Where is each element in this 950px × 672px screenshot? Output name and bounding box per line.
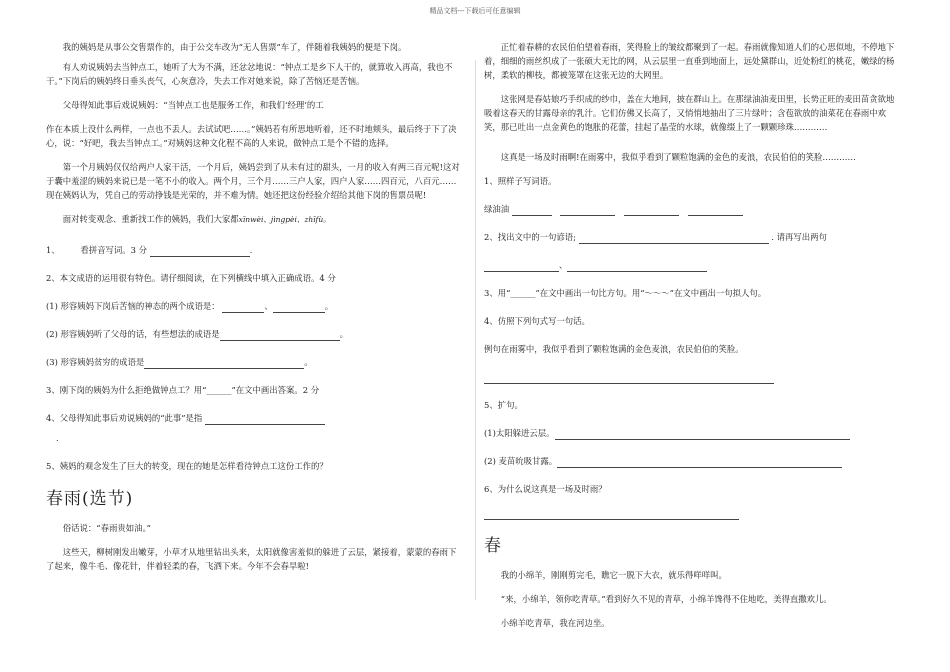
spring-paragraph-2: “来，小绵羊，领你吃青草。”看到好久不见的青草，小绵羊馋得不住地吃，美得直撒欢儿。 <box>500 594 832 604</box>
question-5: 5、姨妈的观念发生了巨大的转变，现在的她是怎样看待钟点工这份工作的？ <box>46 461 328 471</box>
right-question-6-answer <box>484 506 902 520</box>
question-2-2-text: (2) 形容姨妈听了父母的话，有些想法的成语是 <box>46 329 220 339</box>
right-question-5: 5、扩句。 <box>484 400 523 410</box>
left-paragraph-1: 我的姨妈是从事公交售票作的，由于公交车改为“无人售票”车了，伴随着我姨妈的便是下岗。 <box>62 42 407 52</box>
question-4 <box>46 411 464 425</box>
right-question-2 <box>484 230 902 244</box>
page-header: 精品文档---下载后可任意编辑 <box>429 7 521 15</box>
question-3: 3、刚下岗的姨妈为什么拒绝做钟点工？用“______”在文中画出答案。2 分 <box>46 385 320 395</box>
left-paragraph-4: 第一个月姨妈仅仅给两户人家干活，一个月后，姨妈尝到了从未有过的甜头，一月的收入有两三百元呢!这对于囊中羞涩的姨妈来说已是一笔不小的收入。两个月，三个月……三户人家，四户人家……四百元，八百元……现在姨妈认为，凭自己的劳动挣钱是光荣的，并不难为情。她还把这份经验介绍给其他下岗的售票员呢! <box>46 162 460 200</box>
right-question-4-example: 例句在雨雾中，我似乎看到了颗粒饱满的金色麦浪，农民伯伯的笑脸。 <box>484 344 744 354</box>
word-blank-1[interactable] <box>512 206 552 216</box>
section-title-chun: 春 <box>484 536 502 556</box>
paragraph-5-text: 面对转变观念、重新找工作的姨妈，我们大家都 <box>62 214 239 224</box>
word-blank-2[interactable] <box>560 206 615 216</box>
question-2-1-blank-a[interactable] <box>222 303 264 313</box>
question-2-3-text: (3) 形容姨妈贫穷的成语是 <box>46 357 145 367</box>
question-2-1: (1) 形容姨妈下岗后苦恼的神态的两个成语是： 、 。 <box>46 301 334 311</box>
q5-1-text: (1)太阳躲进云层。 <box>484 428 555 438</box>
example-word: 绿油油 <box>484 204 510 214</box>
question-2-text-b: . 请再写出两句 <box>771 232 827 242</box>
left-paragraph-3b: 作在本质上没什么两样，一点也不丢人。去试试吧……。”姨妈若有所思地听着，还不时地颊头，最后终于下了决心，说：“好吧，我去当钟点工。”对姨妈这种文化程不高的人来说，做钟点工是个不错的选择。 <box>46 124 457 148</box>
right-question-2-blanks <box>484 258 902 272</box>
right-question-1-example <box>484 202 902 216</box>
q5-2-text: (2) 麦苗吮吸甘露。 <box>484 456 558 466</box>
word-blank-3[interactable] <box>624 206 679 216</box>
question-1-answer-blank[interactable] <box>150 247 250 257</box>
column-divider <box>475 60 476 600</box>
proverb-blank-3[interactable] <box>567 262 707 272</box>
question-1-number: 1、 <box>46 245 60 255</box>
left-paragraph-2: 有人劝说姨妈去当钟点工，她听了大为不满，还忿忿地说：“钟点工是乡下人干的，就算收入再高，我也不干。”下岗后的姨妈终日垂头丧气，心灰意冷，失去工作对她来说，除了苦恼还是苦恼。 <box>46 62 453 86</box>
right-paragraph-2: 这张网是春姑娘巧手织成的纱巾，盖在大地间，披在群山上。在那绿油油麦田里，长势正旺的麦田苗贪欲地吸着这春天的甘露母亲的乳汁。它们仿佛又长高了，又悄悄地抽出了三片绿叶；含苞欲放的油菜花在春雨中欢笑，那已吐出一点金黄色的饱胀的花蕾，挂起了晶莹的水球，就像缀上了一颗颗珍珠………… <box>484 94 895 132</box>
question-2-2: (2) 形容姨妈听了父母的话，有些想法的成语是 。 <box>46 329 349 339</box>
q6-answer-blank[interactable] <box>484 510 739 520</box>
right-paragraph-1: 正忙着春耕的农民伯伯望着春雨，笑得脸上的皱纹都聚到了一起。春雨就像知道人们的心思似地，不停地下着，细细的雨丝织成了一张硕大无比的网，从云层里一直垂到地面上，远处黛群山，近处粉红的桃花，嫩绿的杨树，柔软的柳枝，都被笼罩在这张无边的大网里。 <box>484 42 895 80</box>
right-question-6: 6、为什么说这真是一场及时雨？ <box>484 484 607 494</box>
spring-rain-paragraph-1: 这些天，柳树刚发出嫩芽，小草才从地里钻出头来，太阳就像害羞似的躲进了云层，紧接着，蒙蒙的春雨下了起来，像牛毛、像花针，伴着轻柔的春，飞洒下来。今年不会春旱啦! <box>46 547 457 571</box>
spring-paragraph-3: 小绵羊吃青草，我在河边坐。 <box>500 618 610 628</box>
right-question-3: 3、用“______”在文中画出一句比方句。用“～～～”在文中画出一句拟人句。 <box>484 288 767 298</box>
question-2: 2、本文成语的运用很有特色。请仔细阅读，在下列横线中填入正确成语。4 分 <box>46 273 336 283</box>
left-paragraph-3a: 父母得知此事后戏说姨妈：“当钟点工也是服务工作，和我们‘经理’的工 <box>62 100 324 110</box>
separator: 、 <box>559 260 568 270</box>
right-question-1: 1、照样子写词语。 <box>484 176 557 186</box>
paragraph-5-pinyin: xīnwèi、jìngpèi、zhīfù。 <box>238 215 331 224</box>
section-title-chunyu: 春雨(选节) <box>46 489 134 509</box>
question-2-3-blank[interactable] <box>144 359 304 369</box>
q5-1-blank[interactable] <box>555 430 850 440</box>
question-2-2-blank[interactable] <box>220 331 340 341</box>
question-1: 1、 看拼音写词。3 分 . <box>46 245 253 255</box>
left-paragraph-5 <box>46 212 464 227</box>
right-question-4: 4、仿照下列句式写一句话。 <box>484 316 590 326</box>
question-2-3: (3) 形容姨妈贫穷的成语是 。 <box>46 357 313 367</box>
right-question-5-2 <box>484 454 902 468</box>
question-4-dot: . <box>56 433 59 443</box>
left-column <box>46 40 464 579</box>
word-blank-4[interactable] <box>688 206 743 216</box>
right-column <box>484 40 902 636</box>
question-4-blank[interactable] <box>205 415 325 425</box>
question-4-text: 4、父母得知此事后劝说姨妈的“此事”是指 <box>46 413 203 423</box>
right-question-5-1 <box>484 426 902 440</box>
q5-2-blank[interactable] <box>557 458 842 468</box>
question-1-text: 看拼音写词。3 分 <box>80 245 148 255</box>
question-2-text-a: 2、找出文中的一句谚语; <box>484 232 576 242</box>
question-2-1-text: (1) 形容姨妈下岗后苦恼的神态的两个成语是： <box>46 301 220 311</box>
proverb-blank[interactable] <box>579 234 769 244</box>
right-question-4-answer <box>484 370 902 384</box>
right-paragraph-3: 这真是一场及时雨啊!在雨雾中，我似乎看到了颗粒饱满的金色的麦浪，农民伯伯的笑脸………… <box>500 152 856 162</box>
proverb: 俗话说：“春雨贵如油。” <box>62 523 151 533</box>
question-2-1-blank-b[interactable] <box>273 303 325 313</box>
spring-paragraph-1: 我的小绵羊，刚刚剪完毛，瞧它一脱下大衣，就乐得咩咩叫。 <box>500 570 727 580</box>
proverb-blank-2[interactable] <box>484 262 559 272</box>
sentence-answer-blank[interactable] <box>484 374 774 384</box>
